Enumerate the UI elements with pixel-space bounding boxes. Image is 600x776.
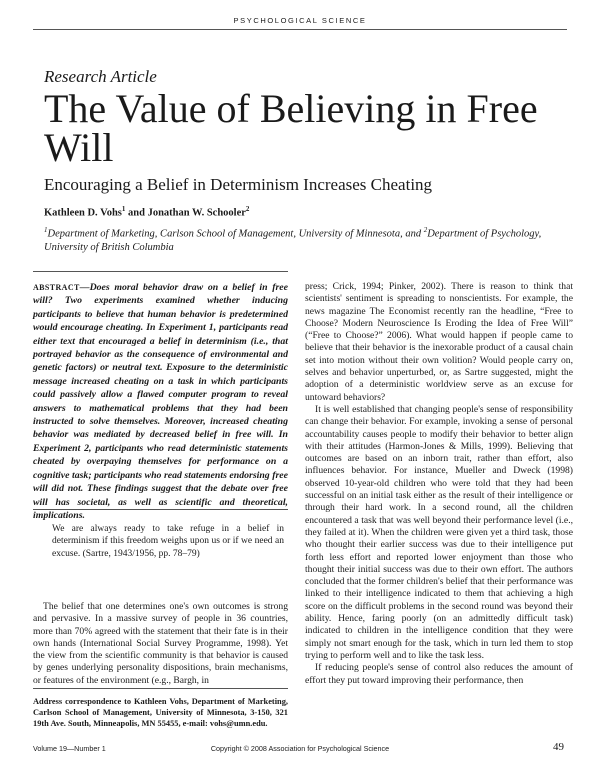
- footer-copyright: Copyright © 2008 Association for Psychological Science: [210, 744, 390, 753]
- affiliation: Department of Psychology, University of British Columbia: [44, 228, 542, 253]
- header-rule: [33, 29, 567, 30]
- article-title: The Value of Believing in Free Will: [44, 86, 538, 170]
- abstract-text: —Does moral behavior draw on a belief in free will? Two experiments examined whether inducing participants to believe that human behavior is predetermined would encourage cheating. In Experiment 1, participants read either text that encouraged a belief in determinism (i.e., that portrayed behavior as the consequence of environmental and genetic factors) or neutral text. Exposure to the deterministic message increased cheating on a task in which participants could passively allow a flawed computer program to reveal answers to mathematical problems that they had been instructed to solve themselves. Moreover, increased cheating behavior was mediated by decreased belief in free will. In Experiment 2, participants who read deterministic statements cheated by overpaying themselves for performance on a cognitive task; participants who read statements endorsing free will did not. These findings suggest that the debate over free will has societal, as well as scientific and theoretical, implications.: [33, 282, 288, 521]
- correspondence-rule: [33, 688, 288, 689]
- affil-marker: 1: [44, 226, 48, 234]
- page-number: 49: [553, 741, 564, 753]
- journal-name: PSYCHOLOGICAL SCIENCE: [233, 16, 367, 25]
- footer-volume: Volume 19—Number 1: [33, 744, 106, 753]
- body-column-right: [305, 281, 573, 687]
- body-paragraph: If reducing people's sense of control also reduces the amount of effort they put toward improving their performance, then: [305, 662, 573, 686]
- abstract-top-rule: [33, 271, 288, 272]
- article-type: Research Article: [44, 67, 157, 86]
- author-affil-marker: 1: [121, 205, 126, 213]
- abstract-label: ABSTRACT: [33, 283, 80, 292]
- author-list: [44, 205, 249, 219]
- body-paragraph: press; Crick, 1994; Pinker, 2002). There is reason to think that scientists' sentiment is spreading to nonscientists. For example, the news magazine The Economist recently ran the headline, “Free to Choose? Modern Neuroscience Is Eroding the Idea of Free Will” (“Free to Choose?” 2006). What would happen if people came to believe that their behavior is the inexorable product of a causal chain set into motion without their own volition? Would people carry on, selves and behavior unperturbed, or, as Sartre suggested, might the adoption of a deterministic worldview serve as an excuse for untoward behaviors?: [305, 281, 573, 403]
- article-subtitle: Encouraging a Belief in Determinism Increases Cheating: [44, 175, 433, 194]
- author-name: Jonathan W. Schooler: [147, 207, 246, 219]
- epigraph: We are always ready to take refuge in a belief in determinism if this freedom weighs upon us or if we need an excuse. (Sartre, 1943/1956, pp. 78–79): [52, 524, 284, 559]
- abstract: [33, 281, 288, 522]
- author-joiner: and: [125, 207, 148, 219]
- author-affil-marker: 2: [245, 205, 250, 213]
- correspondence-note: Address correspondence to Kathleen Vohs, Department of Marketing, Carlson School of Management, University of Minnesota, 3-150, 321 19th Ave. South, Minneapolis, MN 55455, e-mail: vohs@umn.edu.: [33, 697, 288, 728]
- body-column-left: [33, 601, 288, 687]
- affiliations: [44, 224, 564, 254]
- body-paragraph: The belief that one determines one's own outcomes is strong and pervasive. In a massive survey of people in 36 countries, more than 70% agreed with the statement that their fate is in their own hands (International Social Survey Programme, 1998). Yet the view from the scientific community is that behavior is caused by genes underlying personality dispositions, brain mechanisms, or features of the environment (e.g., Bargh, in: [33, 601, 288, 686]
- body-paragraph: It is well established that changing people's sense of responsibility can change their behavior. For example, invoking a sense of personal accountability causes people to modify their behavior to better align with their attitudes (Harmon-Jones & Mills, 1999). Believing that outcomes are based on an inborn trait, rather than effort, also influences behavior. For instance, Mueller and Dweck (1998) observed 10-year-old children who were told that they had been successful on an initial task either as the result of their intelligence or through their hard work. In a second round, all the children encountered a task that was well beyond their performance level (i.e., they failed at it). When the children were given yet a third task, those who thought their earlier success was due to their intelligence put forth less effort and reported lower enjoyment than those who thought their initial success was due to their own effort. The authors concluded that the former children's belief that their performance was linked to their intelligence indicated to them that achieving a high score on the difficult problems in the second round was beyond their ability. Hence, faring poorly (on an admittedly difficult task) indicated to children in the intelligence condition that they were simply not smart enough for the task, which in turn led them to stop trying to perform well and to like the task less.: [305, 403, 573, 661]
- affil-marker: 2: [423, 226, 428, 234]
- abstract-bottom-rule: [33, 509, 288, 510]
- affiliation: Department of Marketing, Carlson School of Management, University of Minnesota, and: [47, 228, 424, 240]
- author-name: Kathleen D. Vohs: [44, 207, 122, 219]
